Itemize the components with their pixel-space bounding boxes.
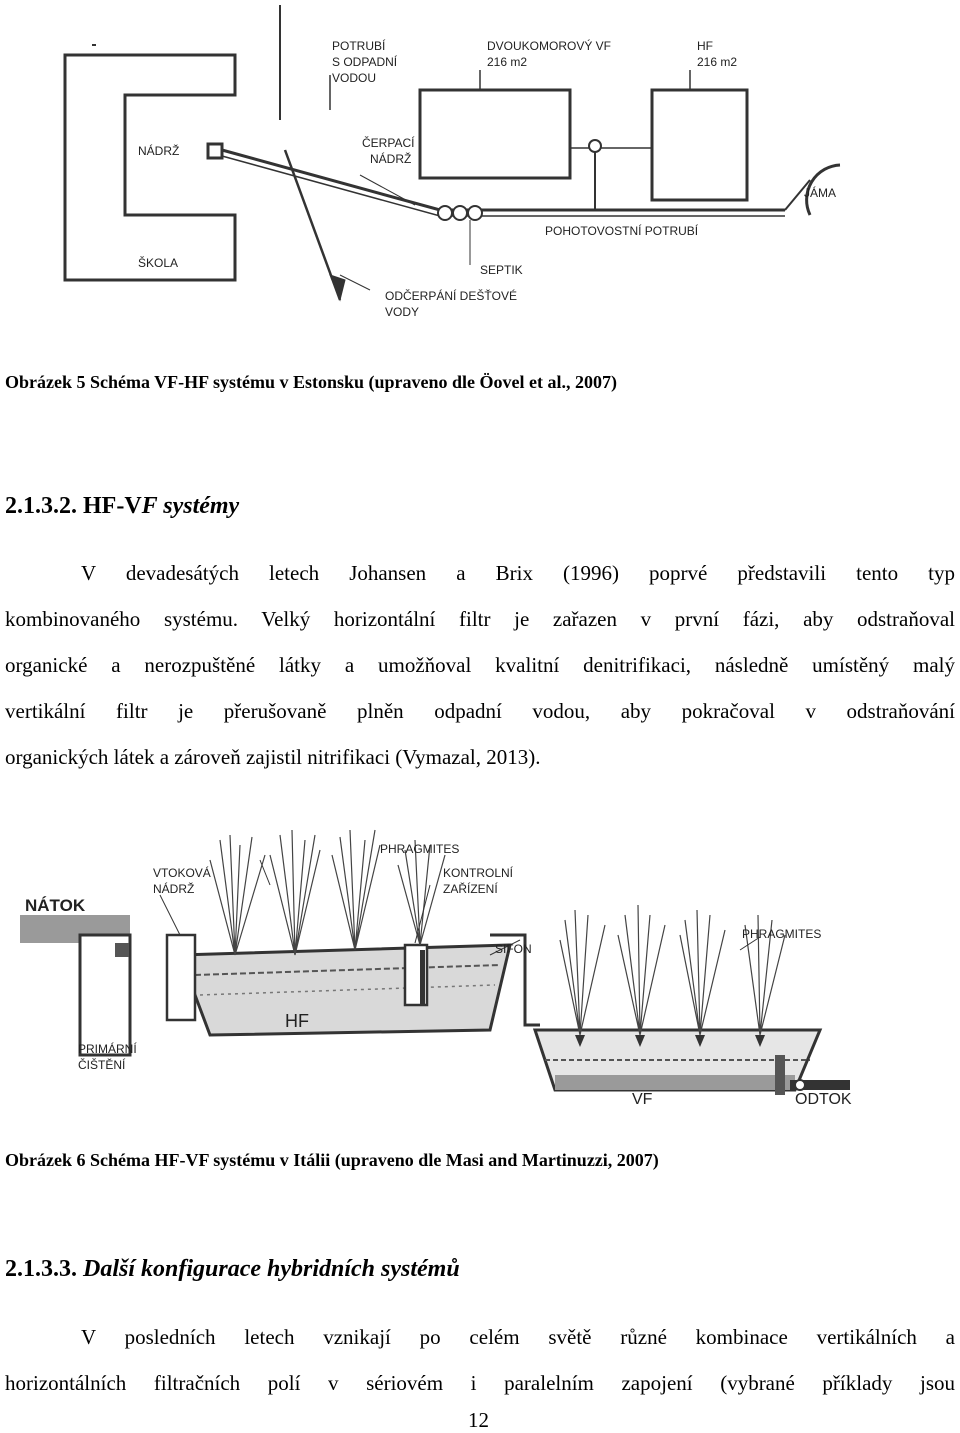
paragraph-line-2: horizontálních filtračních polí v sériovém i paralelním zapojení (vybrané příklady jsou xyxy=(5,1371,955,1395)
label-dvoukomorovy-1: DVOUKOMOROVÝ VF xyxy=(487,39,612,53)
label-dvoukomorovy-2: 216 m2 xyxy=(487,55,528,69)
paragraph-line-5: organických látek a zároveň zajistil nitrifikaci (Vymazal, 2013). xyxy=(5,745,541,769)
school-building xyxy=(65,55,235,280)
paragraph-line-1: V posledních letech vznikají po celém světě různé kombinace vertikálních a xyxy=(81,1325,955,1349)
paragraph-hf-vf xyxy=(5,550,955,780)
label-skola: ŠKOLA xyxy=(138,256,179,270)
label-primarni-2: ČIŠTĚNÍ xyxy=(78,1058,126,1072)
section-title: Další konfigurace hybridních systémů xyxy=(83,1256,460,1282)
label-septik: SEPTIK xyxy=(480,263,523,277)
paragraph-dalsi xyxy=(5,1314,955,1406)
section-heading-dalsi xyxy=(5,1256,460,1283)
paragraph-line-1: V devadesátých letech Johansen a Brix (1996) poprvé představili tento typ xyxy=(81,561,955,585)
label-vf: VF xyxy=(632,1091,653,1108)
label-pohotovostni: POHOTOVOSTNÍ POTRUBÍ xyxy=(545,224,699,238)
figure-5-diagram xyxy=(40,0,920,330)
vtokova-nadrz xyxy=(167,935,195,1020)
label-phragmites-right: PHRAGMITES xyxy=(742,927,822,941)
figure-6-diagram xyxy=(20,825,900,1115)
nadrz-box xyxy=(208,144,222,158)
label-hf-2: 216 m2 xyxy=(697,55,738,69)
page-number: 12 xyxy=(468,1408,489,1432)
section-number: 2.1.3.2. xyxy=(5,493,77,519)
label-potrubi-2: S ODPADNÍ xyxy=(332,55,398,69)
figure-6-caption: Obrázek 6 Schéma HF-VF systému v Itálii (upraveno dle Masi and Martinuzzi, 2007) xyxy=(5,1150,659,1170)
label-vtokova-1: VTOKOVÁ xyxy=(153,866,211,880)
label-odcerpani-2: VODY xyxy=(385,305,420,319)
section-heading-hf-vf xyxy=(5,493,239,520)
figure-6 xyxy=(20,825,900,1115)
label-jama: JÁMA xyxy=(804,186,837,200)
label-hf-1: HF xyxy=(697,39,713,53)
label-sifon: SIFON xyxy=(495,942,532,956)
paragraph-line-4: vertikální filtr je přerušovaně plněn odpadní vodou, aby pokračoval v odstraňování xyxy=(5,699,955,723)
label-natok: NÁTOK xyxy=(25,896,86,915)
label-vtokova-2: NÁDRŽ xyxy=(153,882,195,896)
label-potrubi-3: VODOU xyxy=(332,71,377,85)
label-primarni-1: PRIMÁRNÍ xyxy=(78,1042,137,1056)
label-potrubi-1: POTRUBÍ xyxy=(332,39,386,53)
label-cerpaci-1: ČERPACÍ xyxy=(362,136,415,150)
label-nadrz: NÁDRŽ xyxy=(138,144,180,158)
section-title-italic: F systémy xyxy=(141,493,240,519)
section-title-prefix: HF-V xyxy=(83,493,142,519)
figure-5 xyxy=(40,0,920,330)
paragraph-line-3: organické a nerozpuštěné látky a umožňoval kvalitní denitrifikaci, následně umístěný malý xyxy=(5,653,955,677)
label-kontrolni-2: ZAŘÍZENÍ xyxy=(443,882,498,896)
label-kontrolni-1: KONTROLNÍ xyxy=(443,866,514,880)
vf-tank xyxy=(420,90,570,178)
label-odtok: ODTOK xyxy=(795,1091,852,1108)
reeds-vf xyxy=(560,905,785,1035)
label-cerpaci-2: NÁDRŽ xyxy=(370,152,412,166)
label-odcerpani-1: ODČERPÁNÍ DEŠŤOVÉ xyxy=(385,289,518,303)
label-hf: HF xyxy=(285,1011,309,1031)
figure-5-caption: Obrázek 5 Schéma VF-HF systému v Estonsku (upraveno dle Öovel et al., 2007) xyxy=(5,372,617,392)
hf-tank xyxy=(652,90,747,200)
label-phragmites-top: PHRAGMITES xyxy=(380,842,460,856)
section-number: 2.1.3.3. xyxy=(5,1256,77,1282)
paragraph-line-2: kombinovaného systému. Velký horizontální filtr je zařazen v první fázi, aby odstraňoval xyxy=(5,607,955,631)
hf-basin xyxy=(180,945,510,1035)
